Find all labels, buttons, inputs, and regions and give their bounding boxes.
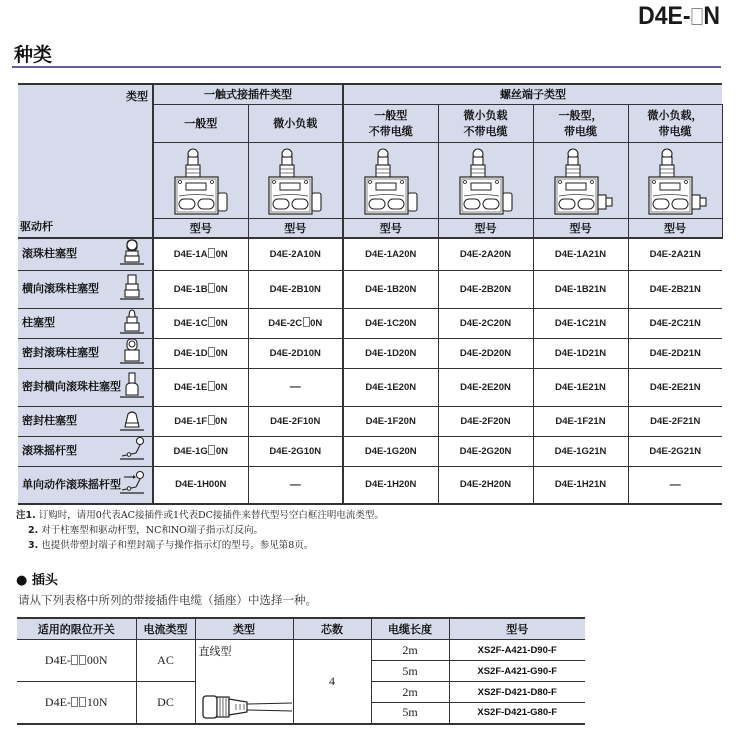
actuator-name: 单向动作滚珠摇杆型: [22, 477, 121, 491]
model-label: 型号: [438, 218, 533, 238]
model-label: 型号: [628, 218, 722, 238]
model-prefix: D4E-1B: [173, 284, 208, 295]
blank-box-icon: [71, 655, 78, 665]
model-cell: D4E-1C20N: [343, 308, 438, 338]
model-suffix: 0N: [215, 318, 228, 329]
model-cell: D4E-1D20N: [343, 338, 438, 368]
actuator-cell: [18, 466, 153, 504]
note-3: [16, 538, 384, 553]
one-way-roller-lever-icon: [118, 469, 146, 501]
table-row: [18, 466, 722, 504]
plug-header-cores: 芯数: [293, 618, 371, 640]
model-cell: D4E-2F21N: [628, 406, 722, 436]
plug-length: 2m: [371, 682, 449, 703]
note-text: 也提供带塑封端子和塑封端子与操作指示灯的型号。参见第8页。: [41, 540, 314, 551]
actuator-name: 柱塞型: [22, 316, 55, 329]
column-header: [438, 104, 533, 142]
actuator-cell: [18, 436, 153, 466]
actuator-cell: [18, 338, 153, 368]
column-header: [153, 104, 248, 142]
column-header: [533, 104, 628, 142]
plug-header-length: 电缆长度: [371, 618, 449, 640]
table-row: [18, 270, 722, 308]
model-cell: D4E-2G10N: [248, 436, 343, 466]
blank-box-icon: [79, 655, 86, 665]
plug-type-label: 直线型: [198, 645, 232, 658]
model-cell: —: [248, 466, 343, 504]
plug-model: XS2F-D421-D80-F: [449, 682, 585, 703]
model-prefix: D4E-1C: [173, 318, 208, 329]
plug-header-type: 类型: [195, 618, 293, 640]
plug-header-switch: 适用的限位开关: [17, 618, 136, 640]
model-label: 型号: [153, 218, 248, 238]
straight-connector-icon: [200, 692, 294, 722]
column-header-line1: 一般型: [184, 117, 218, 130]
table-row: [18, 238, 722, 270]
model-cell: D4E-1G20N: [343, 436, 438, 466]
roller-plunger-icon: [118, 238, 146, 270]
plug-cores: 4: [293, 640, 371, 724]
sealed-roller-plunger-icon: [118, 337, 146, 369]
group-header-screw-terminal: 螺丝端子类型: [343, 84, 722, 104]
blank-box-icon: [71, 697, 78, 707]
model-cell: D4E-2D21N: [628, 338, 722, 368]
limit-switch-icon: [439, 145, 533, 215]
blank-box-icon: [208, 347, 215, 357]
column-header-line2: 带电缆: [658, 125, 692, 138]
switch-image: [438, 142, 533, 218]
model-prefix: D4E-1G: [173, 446, 208, 457]
switch-image: [533, 142, 628, 218]
model-prefix: D4E-1F: [174, 416, 208, 427]
note-number: 3.: [28, 540, 39, 551]
type-label: 类型: [126, 91, 148, 103]
model-cell: D4E-2C20N: [438, 308, 533, 338]
model-cell: D4E-2A21N: [628, 238, 722, 270]
switch-suffix: 00N: [86, 653, 108, 667]
model-cell: D4E-2C21N: [628, 308, 722, 338]
sealed-cross-roller-plunger-icon: [118, 371, 146, 403]
model-cell: [153, 270, 248, 308]
current-ac: AC: [136, 640, 195, 682]
model-cell: [153, 238, 248, 270]
limit-switch-icon: [344, 145, 438, 215]
current-dc: DC: [136, 682, 195, 724]
model-cell: D4E-2E21N: [628, 368, 722, 406]
model-cell: —: [628, 466, 722, 504]
model-cell: [248, 308, 343, 338]
switch-dc: [17, 682, 136, 724]
actuator-cell: [18, 406, 153, 436]
plunger-icon: [118, 307, 146, 339]
model-cell: D4E-2H20N: [438, 466, 533, 504]
plug-type-cell: [195, 640, 293, 724]
table-row: [18, 436, 722, 466]
model-cell: D4E-1E20N: [343, 368, 438, 406]
model-suffix: 0N: [215, 416, 228, 427]
model-prefix: D4E-1D: [173, 348, 208, 359]
limit-switch-icon: [534, 145, 628, 215]
model-cell: D4E-2G21N: [628, 436, 722, 466]
switch-prefix: D4E-: [44, 653, 71, 667]
table-corner: [18, 84, 153, 238]
model-cell: D4E-1G21N: [533, 436, 628, 466]
blank-box-icon: [208, 248, 215, 258]
blank-box-icon: [208, 283, 215, 293]
switch-prefix: D4E-: [44, 694, 71, 709]
plug-description: 请从下列表格中所列的带接插件电缆（插座）中选择一种。: [18, 593, 317, 607]
model-cell: D4E-1D21N: [533, 338, 628, 368]
model-suffix: 0N: [310, 318, 323, 329]
model-cell: D4E-1E21N: [533, 368, 628, 406]
column-header-line1: 微小负载: [463, 109, 508, 122]
model-cell: D4E-2F10N: [248, 406, 343, 436]
blank-box-icon: [208, 445, 215, 455]
plug-title-text: 插头: [31, 573, 58, 588]
types-table: [18, 83, 723, 505]
column-header-line1: 一般型: [374, 109, 408, 122]
model-suffix: 0N: [215, 382, 228, 393]
model-prefix: D4E-2C: [268, 318, 303, 329]
model-label: 型号: [343, 218, 438, 238]
model-cell: D4E-2F20N: [438, 406, 533, 436]
section-divider: [12, 66, 721, 68]
blank-box-icon: [303, 317, 310, 327]
plug-length: 5m: [371, 661, 449, 682]
plug-model: XS2F-A421-D90-F: [449, 640, 585, 661]
model-cell: [153, 436, 248, 466]
blank-box-icon: [208, 381, 215, 391]
plug-header-model: 型号: [449, 618, 585, 640]
product-model-title: [638, 2, 720, 31]
actuator-cell: [18, 308, 153, 338]
actuator-name: 密封柱塞型: [22, 414, 77, 427]
note-2: [16, 523, 384, 538]
plug-length: 5m: [371, 703, 449, 724]
model-suffix: 0N: [215, 249, 228, 261]
column-header-line1: 一般型，: [558, 109, 603, 122]
note-text: 订购时，请用0代表AC接插件或1代表DC接插件来替代型号空白框注明电流类型。: [38, 510, 384, 521]
cross-roller-plunger-icon: [118, 273, 146, 305]
plug-model: XS2F-D421-G80-F: [449, 703, 585, 724]
limit-switch-icon: [249, 145, 343, 215]
switch-ac: [17, 640, 136, 682]
actuator-label: 驱动杆: [20, 221, 53, 233]
model-cell: D4E-1F21N: [533, 406, 628, 436]
plug-model: XS2F-A421-G90-F: [449, 661, 585, 682]
model-cell: [153, 308, 248, 338]
model-suffix: 0N: [215, 284, 228, 295]
column-header-line2: 不带电缆: [463, 125, 508, 138]
notes: [16, 508, 384, 553]
switch-suffix: 10N: [86, 694, 108, 709]
note-prefix: 注: [16, 510, 26, 521]
sealed-plunger-icon: [118, 405, 146, 437]
actuator-cell: [18, 238, 153, 270]
blank-box-icon: [79, 697, 86, 707]
column-header: [343, 104, 438, 142]
plug-section-title: [16, 569, 58, 588]
model-prefix: D4E-1A: [173, 249, 208, 261]
note-text: 对于柱塞型和驱动杆型，NC和NO端子指示灯反向。: [41, 525, 263, 536]
blank-box-icon: [208, 415, 215, 425]
model-cell: D4E-2E20N: [438, 368, 533, 406]
actuator-cell: [18, 368, 153, 406]
model-cell: D4E-1H20N: [343, 466, 438, 504]
group-header-connector: 一触式接插件类型: [153, 84, 343, 104]
actuator-cell: [18, 270, 153, 308]
model-suffix: 0N: [215, 446, 228, 457]
model-cell: [153, 368, 248, 406]
roller-lever-icon: [118, 435, 146, 467]
model-cell: D4E-1H00N: [153, 466, 248, 504]
model-cell: D4E-1A20N: [343, 238, 438, 270]
note-1: [16, 508, 384, 523]
model-cell: [153, 406, 248, 436]
model-cell: D4E-2G20N: [438, 436, 533, 466]
blank-box-icon: [691, 8, 702, 25]
model-cell: D4E-2A20N: [438, 238, 533, 270]
column-header-line1: 微小负载: [273, 117, 318, 130]
model-prefix: D4E-1E: [174, 382, 208, 393]
model-cell: D4E-1C21N: [533, 308, 628, 338]
model-cell: —: [248, 368, 343, 406]
model-cell: D4E-1B21N: [533, 270, 628, 308]
model-cell: [153, 338, 248, 368]
switch-image: [248, 142, 343, 218]
plug-length: 2m: [371, 640, 449, 661]
model-prefix: D4E-: [638, 2, 691, 30]
model-label: 型号: [533, 218, 628, 238]
model-cell: D4E-2B20N: [438, 270, 533, 308]
table-row: [18, 308, 722, 338]
column-header-line2: 不带电缆: [368, 125, 413, 138]
table-row: [18, 406, 722, 436]
model-cell: D4E-2D20N: [438, 338, 533, 368]
actuator-name: 密封横向滚珠柱塞型: [22, 380, 121, 393]
column-header-line1: 微小负载，: [647, 109, 703, 122]
blank-box-icon: [208, 317, 215, 327]
limit-switch-icon: [629, 145, 722, 215]
model-suffix: 0N: [215, 348, 228, 359]
model-cell: D4E-1H21N: [533, 466, 628, 504]
model-cell: D4E-1B20N: [343, 270, 438, 308]
note-number: 2.: [28, 525, 39, 536]
column-header: [248, 104, 343, 142]
model-cell: D4E-2B10N: [248, 270, 343, 308]
limit-switch-icon: [154, 145, 248, 215]
actuator-name: 密封滚珠柱塞型: [22, 346, 99, 359]
model-cell: D4E-2D10N: [248, 338, 343, 368]
switch-image: [153, 142, 248, 218]
bullet-icon: ●: [16, 573, 28, 588]
column-header: [628, 104, 722, 142]
column-header-line2: 带电缆: [564, 125, 597, 138]
model-label: 型号: [248, 218, 343, 238]
table-row: [18, 368, 722, 406]
model-suffix: N: [703, 2, 720, 30]
actuator-name: 横向滚珠柱塞型: [22, 282, 99, 295]
switch-image: [628, 142, 722, 218]
switch-image: [343, 142, 438, 218]
table-row: [18, 338, 722, 368]
section-title: 种类: [14, 44, 53, 66]
actuator-name: 滚珠柱塞型: [22, 247, 77, 261]
model-cell: D4E-2A10N: [248, 238, 343, 270]
note-number: 1.: [25, 510, 36, 521]
plug-table: [17, 617, 585, 725]
model-cell: D4E-1A21N: [533, 238, 628, 270]
plug-header-current: 电流类型: [136, 618, 195, 640]
model-cell: D4E-2B21N: [628, 270, 722, 308]
model-cell: D4E-1F20N: [343, 406, 438, 436]
actuator-name: 滚珠摇杆型: [22, 444, 77, 457]
